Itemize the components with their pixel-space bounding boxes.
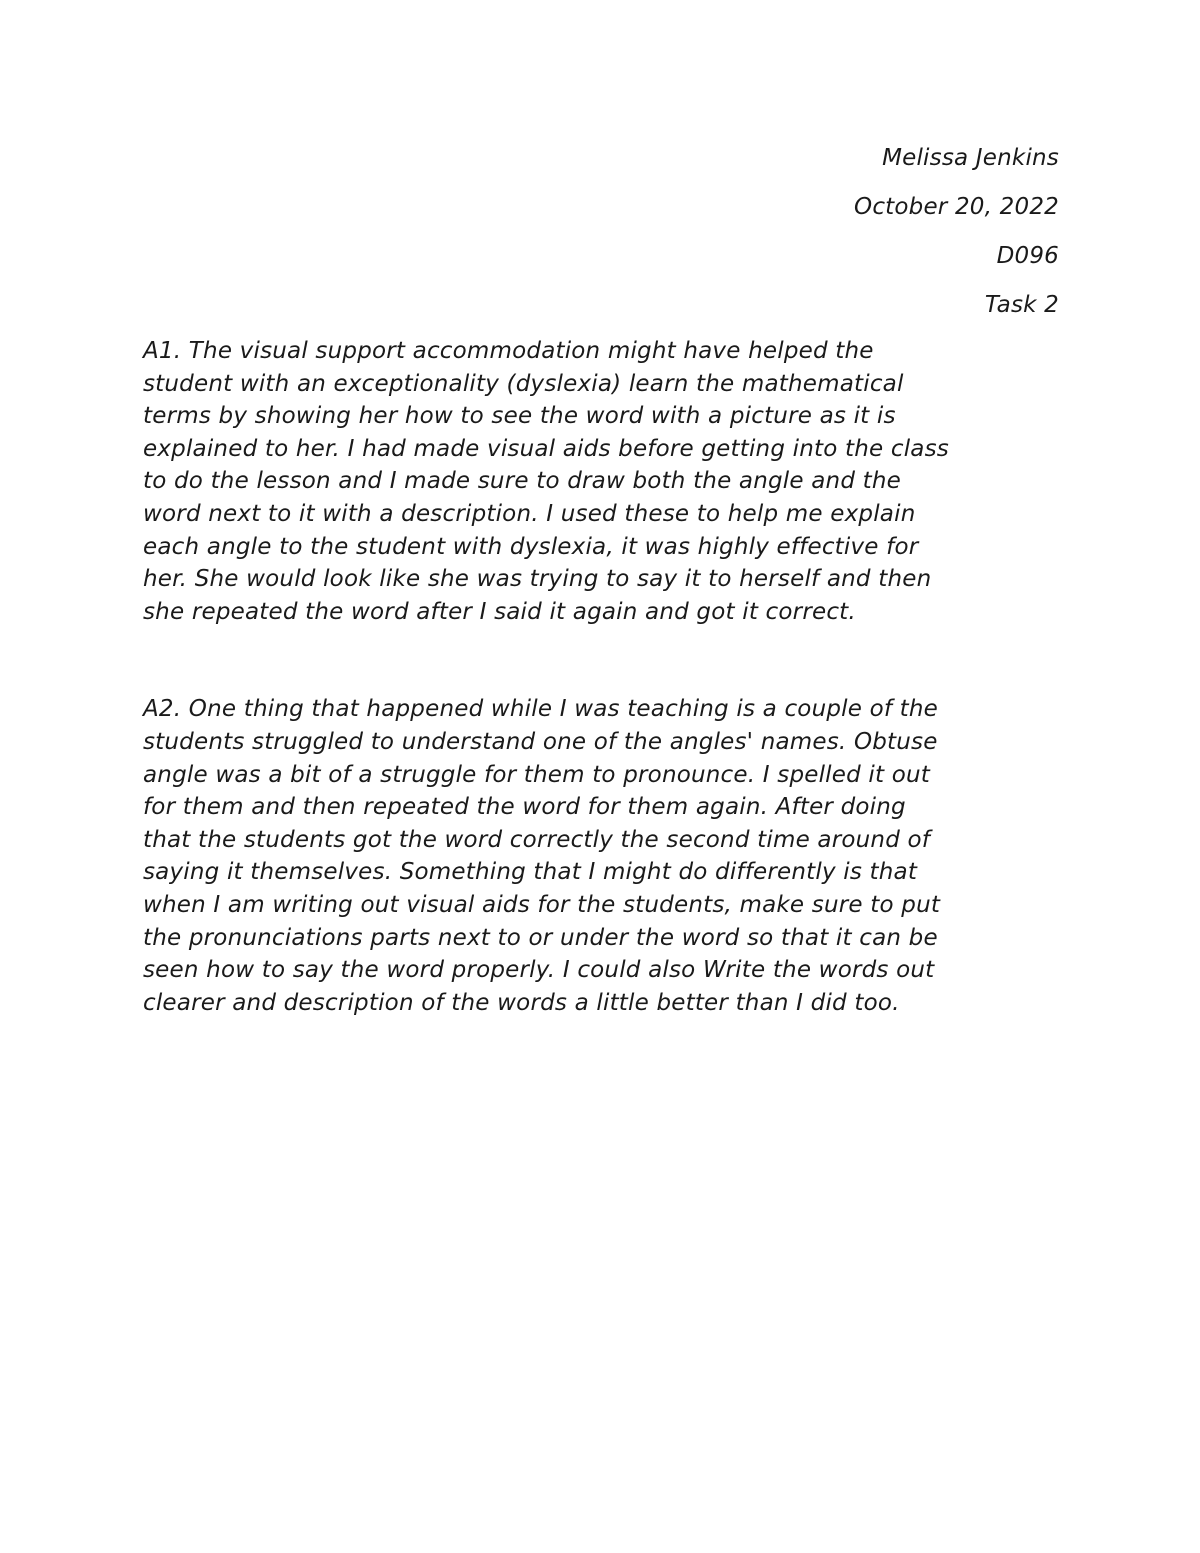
paragraph-line: to do the lesson and I made sure to draw both the angle and the [143,468,901,495]
document-body [143,335,1063,1019]
paragraph-line: seen how to say the word properly. I could also Write the words out [143,957,935,984]
paragraph-line: A2. One thing that happened while I was teaching is a couple of the [143,696,939,723]
paragraph-line: that the students got the word correctly the second time around of [143,826,931,853]
document-header [854,142,1059,338]
paragraph-line: clearer and description of the words a little better than I did too. [143,989,900,1016]
paragraph-line: explained to her. I had made visual aids before getting into the class [143,435,949,462]
paragraph-spacer [143,628,1063,693]
author-name: Melissa Jenkins [882,145,1059,171]
paragraph-line: she repeated the word after I said it again and got it correct. [143,598,856,625]
course-code: D096 [996,243,1059,269]
paragraph-line: saying it themselves. Something that I might do differently is that [143,859,918,886]
paragraph-a2 [143,693,1063,1019]
paragraph-line: student with an exceptionality (dyslexia) learn the mathematical [143,370,904,397]
paragraph-line: her. She would look like she was trying to say it to herself and then [143,566,932,593]
paragraph-line: the pronunciations parts next to or under the word so that it can be [143,924,938,951]
task-label: Task 2 [984,292,1059,318]
paragraph-line: terms by showing her how to see the word with a picture as it is [143,403,896,430]
paragraph-line: when I am writing out visual aids for the students, make sure to put [143,891,941,918]
document-date: October 20, 2022 [854,194,1059,220]
paragraph-a1 [143,335,1063,628]
paragraph-line: A1. The visual support accommodation might have helped the [143,338,874,364]
paragraph-line: angle was a bit of a struggle for them to pronounce. I spelled it out [143,761,931,788]
paragraph-line: for them and then repeated the word for them again. After doing [143,794,906,821]
paragraph-line: students struggled to understand one of the angles' names. Obtuse [143,728,938,755]
paragraph-line: word next to it with a description. I used these to help me explain [143,500,916,527]
paragraph-line: each angle to the student with dyslexia, it was highly effective for [143,533,919,560]
